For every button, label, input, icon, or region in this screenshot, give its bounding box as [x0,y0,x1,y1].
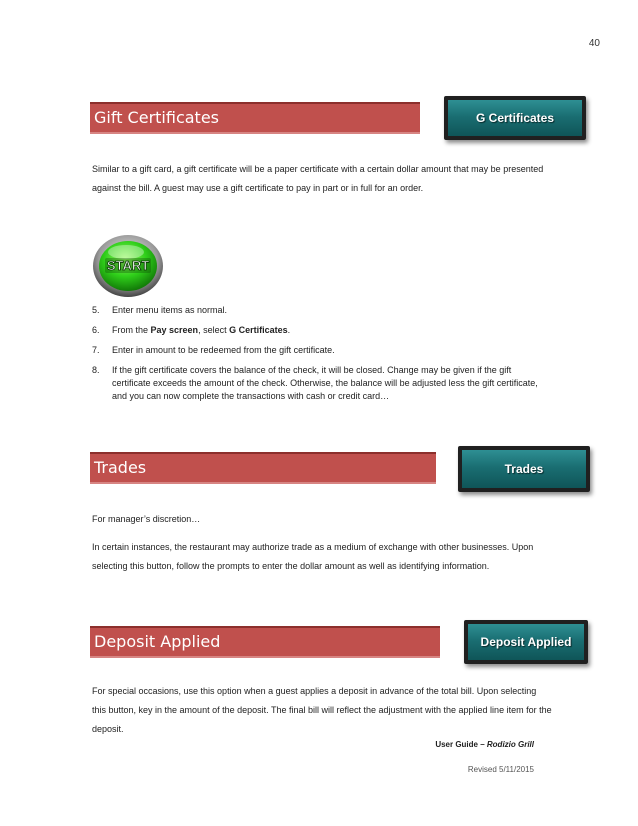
pay-screen-term: Pay screen [150,325,199,335]
list-item [92,324,542,337]
list-item [92,364,542,403]
step-number: 6. [92,325,100,335]
footer-guide-prefix: User Guide – [435,740,487,749]
list-item [92,344,542,357]
deposit-paragraph: For special occasions, use this option when a guest applies a deposit in advance of the total bill. Upon selecting this button, key in the amount of the deposit. The final bill will reflect the adjustment with the applied line item for the deposit. [92,686,552,734]
deposit-applied-heading: Deposit Applied [90,626,440,658]
gift-intro-paragraph: Similar to a gift card, a gift certificate will be a paper certificate with a certain dollar amount that may be presented against the bill. A guest may use a gift certificate to pay in part or in full for an order. [92,164,544,193]
start-button[interactable] [92,234,164,298]
step-number: 5. [92,305,100,315]
footer-guide-title [400,740,534,749]
gift-certificates-heading: Gift Certificates [90,102,420,134]
footer-guide-name: Rodizio Grill [486,740,534,749]
step-number: 8. [92,365,100,375]
step-text: Enter menu items as normal. [112,305,228,315]
trades-button[interactable] [458,446,590,492]
step-text-mid: , select [198,325,230,335]
trades-paragraph: In certain instances, the restaurant may authorize trade as a medium of exchange with other businesses. Upon selecting this button, follow the prompts to enter the dollar amount as well as identifying information. [92,542,534,571]
gift-steps-list [92,304,542,403]
step-text: Enter in amount to be redeemed from the gift certificate. [112,345,335,355]
deposit-applied-button[interactable] [464,620,588,664]
trades-heading: Trades [90,452,436,484]
list-item [92,304,542,317]
step-text-pre: From the [112,325,151,335]
footer-revised-date: Revised 5/11/2015 [467,765,534,774]
start-button-graphic [92,234,164,298]
start-button-label: START [106,258,150,273]
g-certificates-button-label: G Certificates [475,111,555,125]
step-text-post: . [287,325,291,335]
trades-button-label: Trades [504,462,544,476]
step-text: If the gift certificate covers the balance of the check, it will be closed. Change may be given if the gift certificate exceeds the amount of the check. Otherwise, the balance will be adjusted less the gift certificate, and you can now complete the transactions with cash or credit card… [112,365,538,401]
step-number: 7. [92,345,100,355]
g-certificates-term: G Certificates [229,325,288,335]
trades-note: For manager’s discretion… [92,514,201,524]
page-number: 40 [588,38,600,49]
deposit-applied-button-label: Deposit Applied [480,635,572,649]
g-certificates-button[interactable] [444,96,586,140]
